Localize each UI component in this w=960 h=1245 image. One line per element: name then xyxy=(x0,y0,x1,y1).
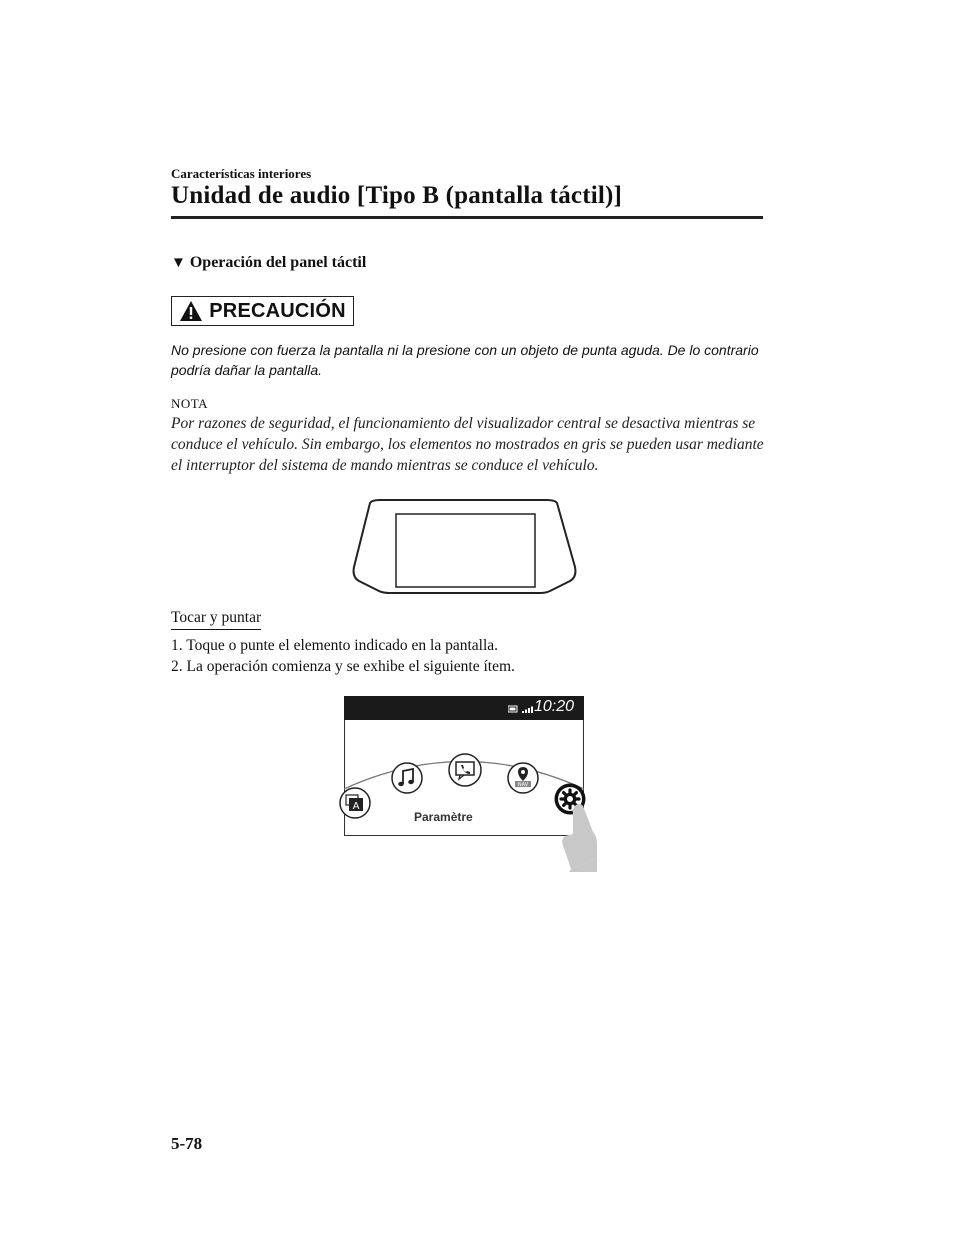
subsection-heading xyxy=(171,254,366,272)
title-divider xyxy=(171,216,763,219)
warning-icon xyxy=(179,300,203,322)
page-number: 5-78 xyxy=(171,1134,203,1153)
navigation-icon[interactable] xyxy=(506,761,540,795)
selected-item-label: Paramètre xyxy=(414,810,473,824)
svg-text:NAV: NAV xyxy=(517,782,529,788)
note-title: NOTA xyxy=(171,396,209,411)
step-item: 1. Toque o punte el elemento indicado en la pantalla. xyxy=(171,637,499,654)
home-screen-illustration xyxy=(344,696,584,872)
steps-list xyxy=(171,635,515,677)
page-title: Unidad de audio [Tipo B (pantalla táctil)] xyxy=(171,182,623,209)
svg-text:A: A xyxy=(352,801,360,812)
touch-section-heading: Tocar y puntar xyxy=(171,609,261,630)
note-text: Por razones de seguridad, el funcionamiento del visualizador central se desactiva mientras se conduce el vehículo. Sin embargo, los elementos no mostrados en gris se pueden usar mediante el interruptor del sistema de mando mientras se conduce el vehículo. xyxy=(171,415,764,474)
clock-time: 10:20 xyxy=(533,698,574,715)
caution-label: PRECAUCIÓN xyxy=(209,299,346,322)
status-bar xyxy=(344,696,584,720)
section-label: Características interiores xyxy=(171,166,312,181)
finger-touch-icon xyxy=(551,792,601,872)
triangle-marker-icon: ▼ xyxy=(171,255,186,271)
music-icon[interactable] xyxy=(390,761,424,795)
step-item: 2. La operación comienza y se exhibe el siguiente ítem. xyxy=(171,658,515,675)
applications-icon[interactable] xyxy=(338,786,372,820)
caution-box xyxy=(171,296,354,326)
subsection-title: Operación del panel táctil xyxy=(189,254,367,271)
communication-icon[interactable] xyxy=(447,752,483,788)
center-display-illustration xyxy=(350,497,580,600)
caution-text: No presione con fuerza la pantalla ni la presione con un objeto de punta aguda. De lo contrario podría dañar la pantalla. xyxy=(171,342,759,378)
